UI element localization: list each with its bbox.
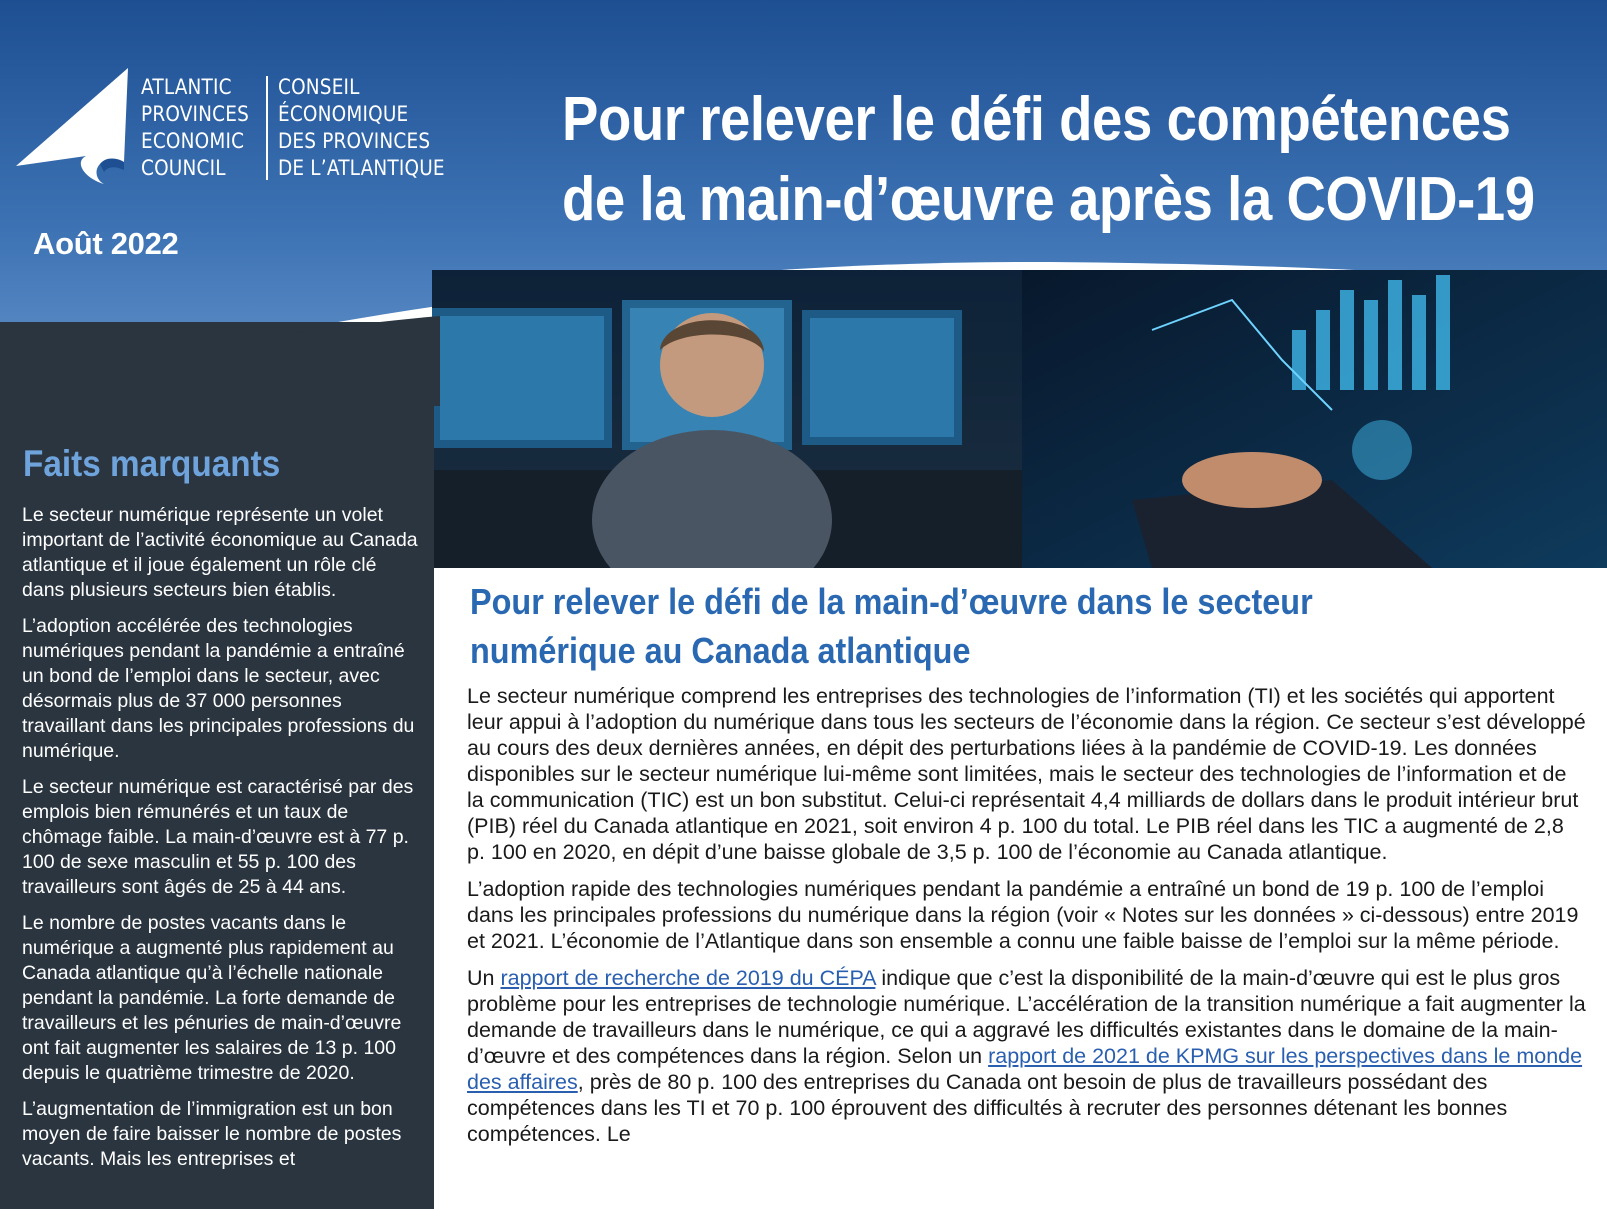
apec-logo [14,66,454,186]
sail-logo-icon [14,66,134,186]
body-text: indique que c’est la disponibilité de la main-d’œuvre qui est le plus gros problème pour les entreprises de technologie numérique. L’accélération de la transition numérique a fait augmenter la demande de travailleurs dans le numérique, ce qui a aggravé les difficultés existantes dans le domaine de la main-d’œuvre et des compétences dans la région. Selon un [467,966,1586,1068]
logo-text-english [141,74,249,182]
highlights-list [22,503,422,1183]
logo-fr-line: DES PROVINCES [278,129,431,153]
section-heading-line: numérique au Canada atlantique [470,630,971,671]
page-title [562,80,1535,240]
body-text: Un [467,966,501,990]
logo-en-line: ATLANTIC [141,75,232,99]
highlights-heading: Faits marquants [23,443,281,484]
publication-date: Août 2022 [33,226,179,261]
logo-en-line: ECONOMIC [141,129,245,153]
logo-fr-line: DE L’ATLANTIQUE [278,156,445,180]
section-heading [470,577,1460,675]
highlight-paragraph: L’augmentation de l’immigration est un bon moyen de faire baisser le nombre de postes vacants. Mais les entreprises et [22,1098,402,1170]
title-line: de la main-d’œuvre après la COVID-19 [562,165,1535,234]
logo-text-french [278,74,445,182]
logo-fr-line: CONSEIL [278,75,360,99]
title-line: Pour relever le défi des compétences [562,85,1511,154]
body-text: , près de 80 p. 100 des entreprises du Canada ont besoin de plus de travailleurs possédant des compétences dans les TI et 70 p. 100 éprouvent des difficultés à recruter des personnes détenant les bonnes compétences. Le [467,1070,1508,1146]
technology-workers-illustration [432,270,1607,568]
highlight-paragraph: Le secteur numérique représente un volet important de l’activité économique au Canada atlantique et il joue également un rôle clé dans plusieurs secteurs bien établis. [22,504,418,601]
header-photo [432,270,1607,568]
kpmg-2021-report-link[interactable]: rapport de 2021 de KPMG sur les perspectives dans le monde des affaires [467,1044,1583,1094]
logo-en-line: COUNCIL [141,156,226,180]
article-body [467,683,1587,1158]
body-paragraph: Le secteur numérique comprend les entreprises des technologies de l’information (TI) et les sociétés qui apportent leur appui à l’adoption du numérique dans tous les secteurs de l’économie dans la région. Ce secteur s’est développé au cours des deux dernières années, en dépit des perturbations liées à la pandémie de COVID-19. Les données disponibles sur le secteur numérique lui-même sont limitées, mais le secteur des technologies de l’information et de la communication (TIC) est un bon substitut. Celui-ci représentait 4,4 milliards de dollars dans le produit intérieur brut (PIB) réel du Canada atlantique en 2021, soit environ 4 p. 100 du total. Le PIB réel dans les TIC a augmenté de 2,8 p. 100 en 2020, en dépit d’une baisse globale de 3,5 p. 100 de l’économie au Canada atlantique. [467,684,1586,864]
highlight-paragraph: Le nombre de postes vacants dans le numérique a augmenté plus rapidement au Canada atlantique qu’à l’échelle nationale pendant la pandémie. La forte demande de travailleurs et les pénuries de main-d’œuvre ont fait augmenter les salaires de 13 p. 100 depuis le quatrième trimestre de 2020. [22,912,402,1084]
logo-divider [266,76,268,180]
apec-2019-report-link[interactable]: rapport de recherche de 2019 du CÉPA [500,966,876,990]
highlight-paragraph: L’adoption accélérée des technologies numériques pendant la pandémie a entraîné un bond de l’emploi dans le secteur, avec désormais plus de 37 000 personnes travaillant dans les principales professions du numérique. [22,615,415,762]
highlight-paragraph: Le secteur numérique est caractérisé par des emplois bien rémunérés et un taux de chômage faible. La main-d’œuvre est à 77 p. 100 de sexe masculin et 55 p. 100 des travailleurs sont âgés de 25 à 44 ans. [22,776,414,898]
section-heading-line: Pour relever le défi de la main-d’œuvre dans le secteur [470,581,1313,622]
logo-fr-line: ÉCONOMIQUE [278,102,409,126]
logo-en-line: PROVINCES [141,102,250,126]
body-paragraph: L’adoption rapide des technologies numériques pendant la pandémie a entraîné un bond de 19 p. 100 de l’emploi dans les principales professions du numérique dans la région (voir « Notes sur les données » ci-dessous) entre 2019 et 2021. L’économie de l’Atlantique dans son ensemble a connu une faible baisse de l’emploi sur la même période. [467,877,1579,953]
body-paragraph [467,965,1587,1147]
sidebar-top-curve [0,316,440,406]
